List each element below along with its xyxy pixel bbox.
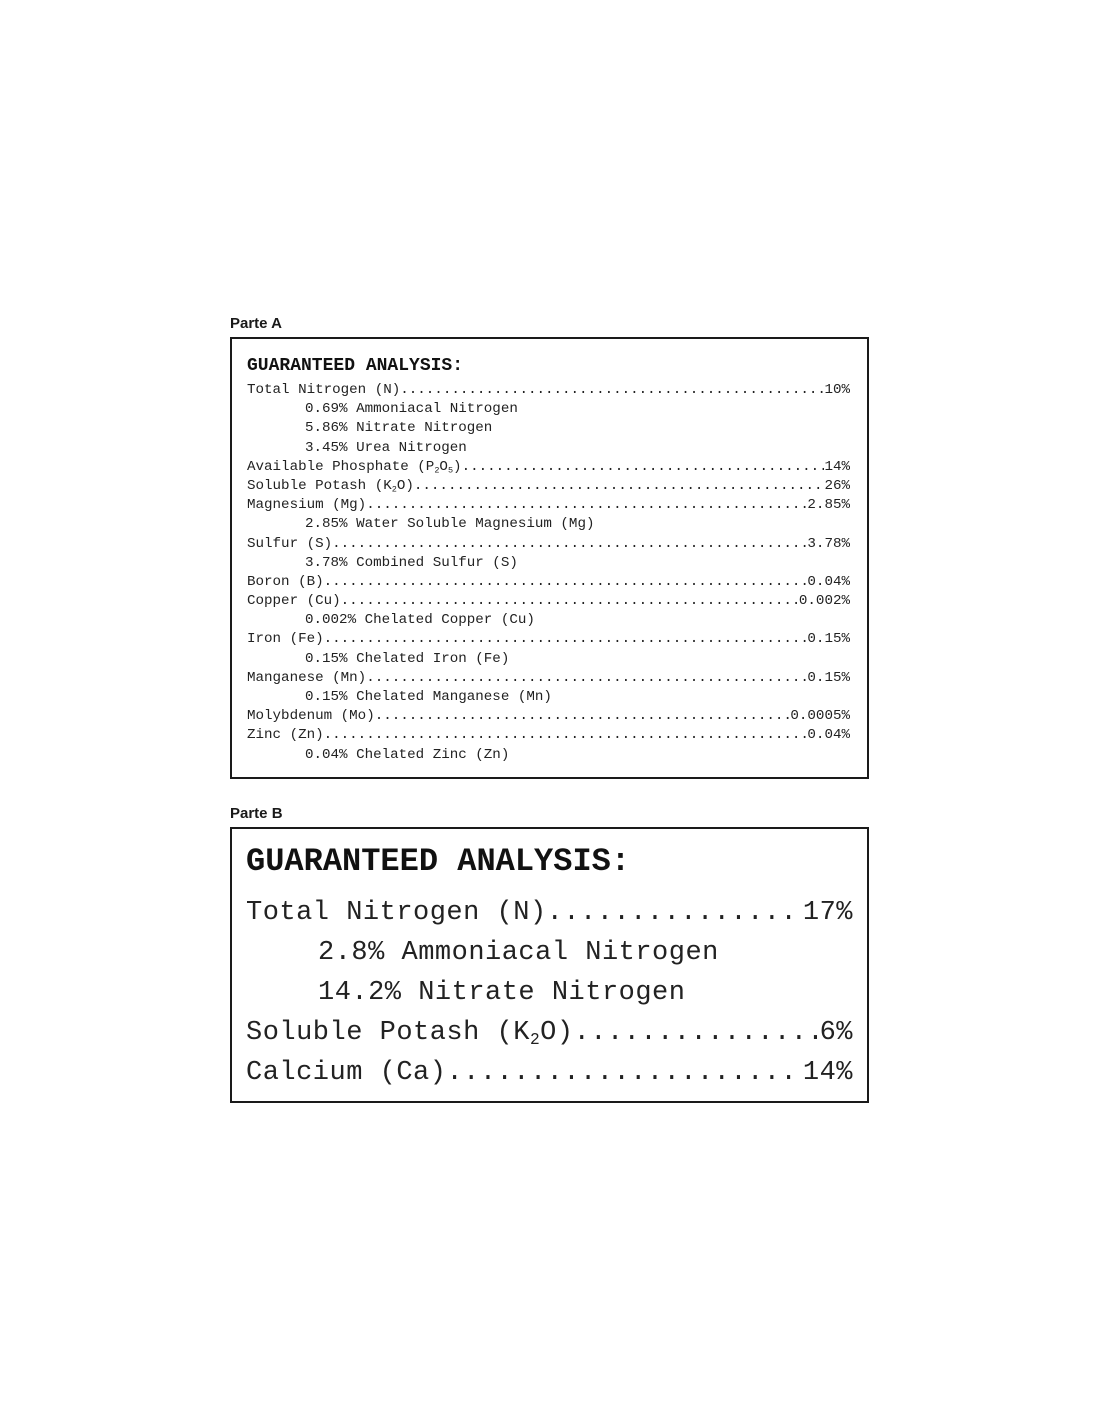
subscript: 2 [529, 1030, 541, 1049]
nutrient-value: 0.002% [798, 593, 850, 610]
part-a-title: GUARANTEED ANALYSIS: [247, 356, 464, 376]
dot-leader [446, 1053, 802, 1093]
analysis-row [247, 630, 850, 649]
nutrient-value: 0.04% [807, 727, 850, 744]
nutrient-value: 0.15% [807, 669, 850, 686]
subscript: 2 [434, 465, 440, 476]
part-b-rows [246, 893, 853, 1093]
dot-leader [324, 726, 808, 745]
sub-item: 3.45% Urea Nitrogen [305, 439, 467, 456]
dot-leader [414, 477, 825, 496]
label-part: O) [396, 477, 414, 494]
nutrient-value: 14% [802, 1058, 853, 1088]
nutrient-label: Iron (Fe) [247, 631, 324, 648]
part-b-title: GUARANTEED ANALYSIS: [246, 843, 631, 880]
label-part: Soluble Potash (K [246, 1018, 530, 1048]
dot-leader [547, 893, 803, 933]
nutrient-value: 6% [819, 1018, 853, 1048]
sub-item: 0.04% Chelated Zinc (Zn) [305, 746, 510, 763]
nutrient-value: 3.78% [807, 535, 850, 552]
analysis-row [247, 535, 850, 554]
nutrient-label: Magnesium (Mg) [247, 497, 367, 514]
part-b-analysis-box [230, 827, 869, 1103]
part-a-label: Parte A [230, 315, 282, 332]
nutrient-label: Molybdenum (Mo) [247, 708, 375, 725]
subscript: 5 [447, 465, 454, 476]
dot-leader [400, 381, 824, 400]
nutrient-value: 0.04% [807, 573, 850, 590]
analysis-row [246, 1013, 853, 1053]
dot-leader [366, 669, 807, 688]
label-part: Available Phosphate (P [247, 458, 435, 475]
analysis-row [247, 496, 850, 515]
sub-item: 2.8% Ammoniacal Nitrogen [318, 938, 719, 968]
analysis-row [247, 726, 850, 745]
label-part: ) [453, 458, 462, 475]
analysis-row [247, 592, 850, 611]
part-b-label: Parte B [230, 805, 283, 822]
nutrient-value: 10% [824, 382, 850, 398]
dot-leader [341, 592, 799, 611]
nutrient-label: Total Nitrogen (N) [247, 382, 401, 398]
nutrient-value: 0.15% [807, 631, 850, 648]
nutrient-value: 26% [824, 477, 850, 494]
sub-item: 3.78% Combined Sulfur (S) [305, 554, 518, 571]
nutrient-label [247, 477, 414, 496]
analysis-row [247, 381, 850, 400]
nutrient-label: Boron (B) [247, 573, 324, 590]
dot-leader [574, 1013, 820, 1053]
nutrient-label: Sulfur (S) [247, 535, 333, 552]
dot-leader [324, 630, 808, 649]
dot-leader [332, 535, 807, 554]
sub-item: 0.15% Chelated Iron (Fe) [305, 650, 510, 667]
analysis-row [247, 573, 850, 592]
sub-item: 0.15% Chelated Manganese (Mn) [305, 689, 552, 705]
nutrient-value: 0.0005% [790, 708, 850, 725]
nutrient-value: 17% [802, 898, 853, 928]
subscript: 2 [391, 484, 397, 495]
label-part: O [439, 458, 448, 475]
analysis-row [247, 477, 850, 496]
label-part: Soluble Potash (K [247, 477, 392, 494]
dot-leader [462, 458, 825, 477]
analysis-row [247, 707, 850, 726]
part-a-rows [247, 381, 850, 765]
sub-item: 0.002% Chelated Copper (Cu) [305, 612, 535, 629]
nutrient-label: Calcium (Ca) [246, 1058, 447, 1088]
nutrient-label [247, 458, 462, 477]
dot-leader [366, 496, 807, 515]
sub-item: 5.86% Nitrate Nitrogen [305, 420, 493, 437]
nutrient-label: Total Nitrogen (N) [246, 898, 547, 928]
nutrient-value: 2.85% [807, 497, 850, 514]
dot-leader [375, 707, 791, 726]
nutrient-label: Zinc (Zn) [247, 727, 324, 744]
analysis-row [246, 1053, 853, 1093]
sub-item: 14.2% Nitrate Nitrogen [318, 978, 686, 1008]
analysis-row [247, 458, 850, 477]
sub-item: 2.85% Water Soluble Magnesium (Mg) [305, 516, 595, 533]
analysis-row [247, 669, 850, 688]
part-a-analysis-box [230, 337, 869, 779]
nutrient-value: 14% [824, 458, 850, 475]
label-part: O) [540, 1018, 574, 1048]
nutrient-label: Manganese (Mn) [247, 669, 367, 686]
dot-leader [324, 573, 808, 592]
nutrient-label: Copper (Cu) [247, 593, 341, 610]
sub-item: 0.69% Ammoniacal Nitrogen [305, 401, 518, 418]
nutrient-label [246, 1013, 574, 1053]
analysis-row [246, 893, 853, 933]
